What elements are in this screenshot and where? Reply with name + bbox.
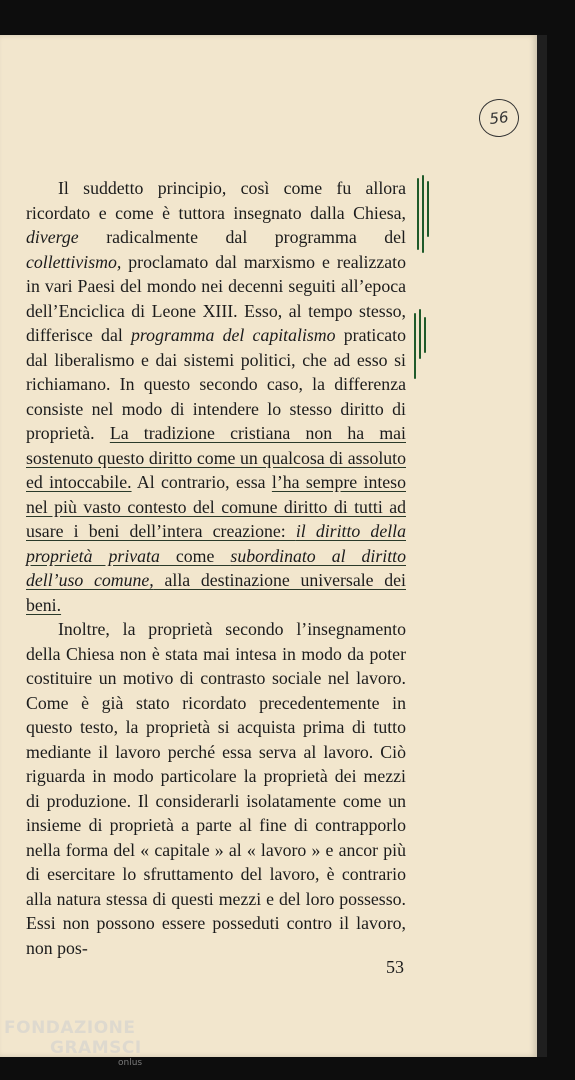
text-segment: alla destinazione universale dei beni. — [26, 570, 406, 615]
text-segment: diverge — [26, 227, 79, 247]
margin-mark — [424, 317, 426, 353]
text-segment: collettivismo, — [26, 251, 122, 272]
text-segment: Il suddetto principio, così come fu allora ricordato e come è tuttora insegnato dalla Chiesa, — [26, 178, 406, 223]
watermark-logo — [4, 1018, 142, 1068]
paragraph-1 — [26, 176, 406, 617]
watermark-line-3: onlus — [118, 1058, 143, 1068]
text-segment: l’ha sempre inteso nel più vasto contesto del comune diritto di tutti ad usare i beni dell’intera creazione: — [26, 472, 406, 541]
margin-mark — [419, 309, 421, 359]
text-segment: La tradizione cristiana non ha mai sostenuto questo diritto come un qualcosa di assoluto ed intoccabile. — [26, 423, 406, 492]
margin-mark — [422, 175, 424, 253]
text-segment: subordinato al diritto dell’uso comune, — [26, 545, 406, 590]
text-segment: il diritto della proprietà privata — [26, 521, 406, 566]
text-segment: Al contrario, essa — [131, 472, 272, 492]
watermark-line-1: FONDAZIONE — [4, 1018, 136, 1038]
book-page — [0, 35, 537, 1057]
text-segment: programma del capitalismo — [131, 325, 336, 345]
text-segment: come — [159, 545, 231, 566]
text-segment: radicalmente dal programma del — [78, 227, 406, 247]
text-segment: Inoltre, la proprietà secondo l’insegnamento della Chiesa non è stata mai intesa in modo da poter costituire un motivo di contrasto sociale nel lavoro. Come è già stato ricordato precedentemente in questo testo, la proprietà si acquista prima di tutto mediante il lavoro perché essa serva al lavoro. Ciò riguarda in modo particolare la proprietà dei mezzi di produzione. Il considerarli isolatamente come un insieme di proprietà a parte al fine di contrapporlo nella forma del « capitale » al « lavoro » e ancor più di esercitare lo sfruttamento del lavoro, è contrario alla natura stessa di questi mezzi e del loro possesso. Essi non possono essere posseduti contro il lavoro, non pos- — [26, 619, 406, 958]
watermark-line-2: GRAMSCI — [50, 1038, 142, 1058]
page-number: 53 — [386, 957, 404, 977]
text-segment: praticato dal liberalismo e dai sistemi politici, che ad esso si richiamano. In questo secondo caso, la differenza consiste nel modo di intendere lo stesso diritto di proprietà. — [26, 325, 406, 443]
handwritten-folio-number: 56 — [477, 97, 521, 139]
paragraph-2 — [26, 617, 406, 960]
page-edge — [537, 35, 547, 1057]
body-text — [26, 176, 406, 960]
margin-mark — [414, 313, 416, 379]
text-segment: proclamato dal marxismo e realizzato in vari Paesi del mondo nei decenni seguiti all’epoca dell’Enciclica di Leone XIII. Esso, al tempo stesso, differisce dal — [26, 251, 406, 345]
margin-mark — [427, 181, 429, 237]
margin-mark — [417, 178, 419, 250]
